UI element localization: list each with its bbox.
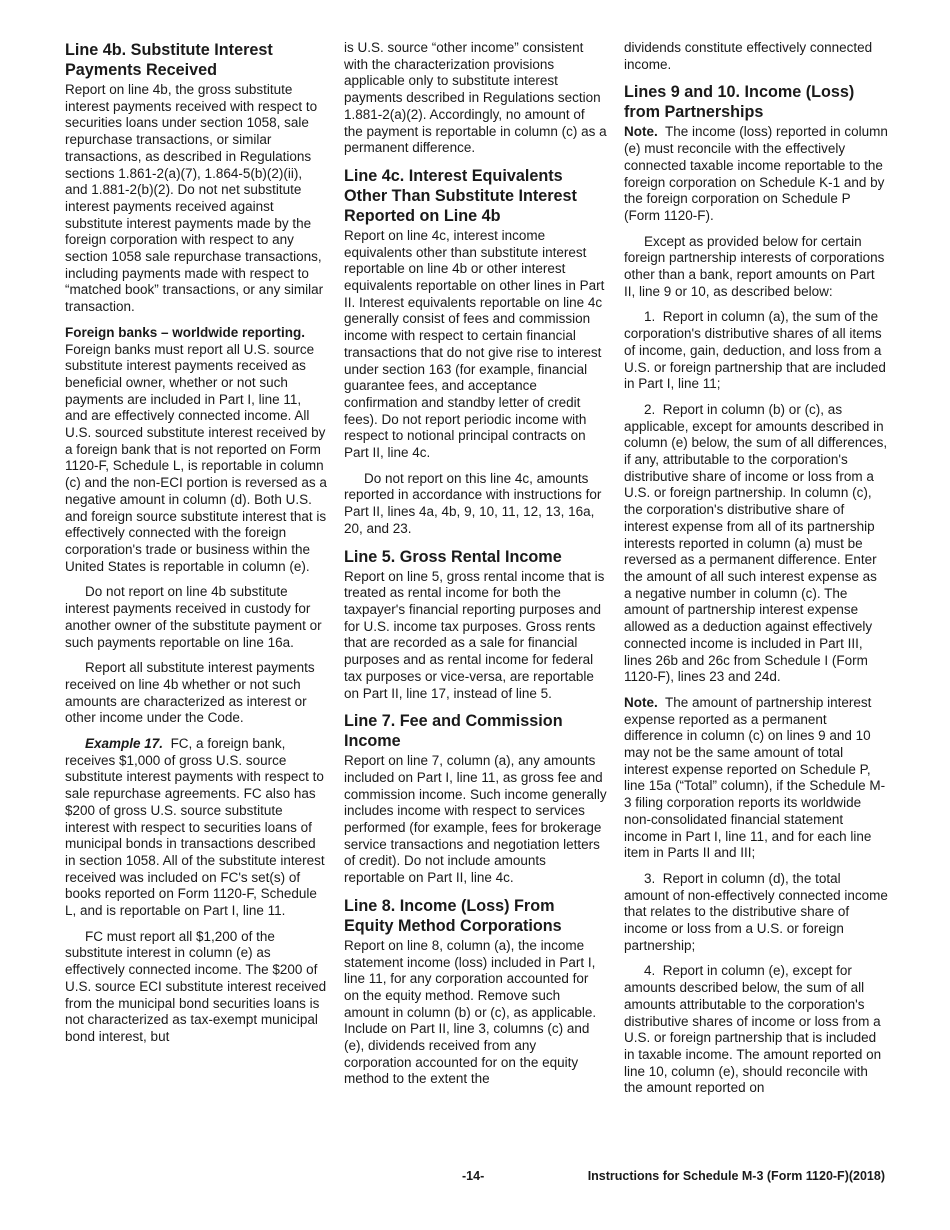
paragraph-text: FC, a foreign bank, receives $1,000 of gross U.S. source substitute interest payments with respect to sale repurchase agreements. FC also has $200 of gross U.S. source substitute interest with respect to securities loans of municipal bonds in transactions described in section 1058. All of the substitute interest received was included on FC's set(s) of books reported on Form 1120-F, Schedule L, and is reportable on Part I, line 11. xyxy=(65,736,325,919)
column-right xyxy=(624,40,888,1106)
paragraph: Report on line 5, gross rental income that is treated as rental income for both the taxpayer's financial reporting purposes and for U.S. income tax purposes. Gross rents that are recorded as a sale for financial purposes and as rental income for federal tax purposes or vice-versa, are reportable on Part II, line 17, instead of line 5. xyxy=(344,568,605,701)
paragraph xyxy=(624,124,888,224)
list-item: 4. Report in column (e), except for amounts described below, the sum of all amounts attributable to the corporation's distributive shares of income or loss from a U.S. or foreign partnership that is included in taxable income. The amount reported on line 10, column (e), should reconcile with the amount reported on xyxy=(624,963,882,1096)
column-left xyxy=(65,40,327,1055)
column-middle xyxy=(344,40,607,1097)
paragraph: Report on line 7, column (a), any amounts included on Part I, line 11, as gross fee and commission income. Such income generally includes income with respect to services performed (for example, fees for brokerage service transactions and negotiation letters of credit). Do not include amounts reportable on Part II, line 4c. xyxy=(344,753,607,886)
heading-line-5: Line 5. Gross Rental Income xyxy=(344,547,562,566)
paragraph: Report all substitute interest payments received on line 4b whether or not such amounts are characterized as interest or other income under the Code. xyxy=(65,660,315,726)
paragraph xyxy=(624,695,888,862)
paragraph xyxy=(65,736,327,920)
paragraph: Report on line 4c, interest income equivalents other than substitute interest reportable on line 4b or other interest equivalents reportable on other lines in Part II. Interest equivalents reportable on line 4c generally consist of fees and commission income with respect to certain financial transactions that do not give rise to interest under section 163 (for example, financial guarantee fees, and acceptance confirmation and standby letter of credit fees). Do not report periodic income with respect to notional principal contracts on Part II, line 4c. xyxy=(344,227,605,461)
note-label: Note. xyxy=(624,124,658,140)
paragraph: Report on line 8, column (a), the income statement income (loss) included in Part I, line 11, for any corporation accounted for on the equity method. Remove such amount in column (b) or (c), as applicable. Include on Part II, line 3, columns (c) and (e), dividends received from any corporation accounted for on the equity method to the extent the xyxy=(344,937,597,1087)
example-label: Example 17. xyxy=(85,736,164,752)
page-number: -14- xyxy=(462,1169,485,1183)
paragraph: Report on line 4b, the gross substitute interest payments received with respect to securities loans under section 1058, sale repurchase transactions, or similar transactions, as described in Regulations sections 1.861-2(a)(7), 1.864-5(b)(2)(ii), and 1.881-2(b)(2). Do not net substitute interest payments received against substitute interest payments made by the foreign corporation with respect to any section 1058 sale repurchase transactions, including payments made with respect to “matched book” transactions, or any similar transaction. xyxy=(65,82,324,315)
paragraph: Do not report on line 4b substitute interest payments received in custody for another owner of the substitute payment or such payments reportable on line 16a. xyxy=(65,584,322,650)
paragraph: FC must report all $1,200 of the substitute interest in column (e) as effectively connected income. The $200 of U.S. source ECI substitute interest received from the municipal bond securities loans is not characterized as tax-exempt municipal bond interest, but xyxy=(65,928,327,1044)
paragraph: is U.S. source “other income” consistent with the characterization provisions applicable only to substitute interest payments described in Regulations section 1.881-2(a)(2). Accordingly, no amount of the payment is reportable in column (c) as a permanent difference. xyxy=(344,40,607,156)
paragraph-text: The amount of partnership interest expense reported as a permanent difference in column (c) on lines 9 and 10 may not be the same amount of total interest expense reported on Schedule P, line 15a (“Total” column), if the Schedule M-3 filing corporation reports its worldwide non-consolidated financial statement income in Part I, line 11, and for each line item in Parts II and III; xyxy=(624,694,886,861)
heading-line-4b: Line 4b. Substitute Interest Payments Received xyxy=(65,41,273,79)
paragraph-text: Foreign banks must report all U.S. source substitute interest payments received as beneficial owner, whether or not such payments are included in Part I, line 11, and are effectively connected income. All U.S. sourced substitute interest received by a foreign bank that is not reported on Form 1120-F, Schedule L, is reportable in column (c) and the non-ECI portion is reversed as a negative amount in column (d). Both U.S. and foreign source substitute interest that is effectively connected with the foreign corporation's trade or business within the United States is reportable in column (e). xyxy=(65,341,327,574)
list-item: 2. Report in column (b) or (c), as applicable, except for amounts described in column (e) below, the sum of all differences, if any, attributable to the corporation's distributive share of income or loss from a U.S. or foreign partnership. In column (c), the corporation's distributive share of interest expense from all of its partnership interests reported in column (a) must be reversed as a permanent difference. Enter the amount of all such interest expense as a negative number in column (c). The amount of partnership interest expense allowed as a deduction against effectively connected income is included in Part III, lines 26b and 26c from Schedule I (Form 1120-F), lines 23 and 24d. xyxy=(624,401,888,685)
heading-line-4c: Line 4c. Interest Equivalents Other Than Substitute Interest Reported on Line 4b xyxy=(344,166,577,225)
footer-title: Instructions for Schedule M-3 (Form 1120-F)(2018) xyxy=(587,1169,885,1183)
run-in-heading: Foreign banks – worldwide reporting. xyxy=(65,324,306,340)
paragraph: Except as provided below for certain foreign partnership interests of corporations other than a bank, report amounts on Part II, line 9 or 10, as described below: xyxy=(624,233,885,299)
note-label: Note. xyxy=(624,694,658,710)
paragraph: Do not report on this line 4c, amounts reported in accordance with instructions for Part II, lines 4a, 4b, 9, 10, 11, 12, 13, 16a, 20, and 23. xyxy=(344,470,602,536)
paragraph xyxy=(65,325,327,576)
heading-lines-9-10: Lines 9 and 10. Income (Loss) from Partnerships xyxy=(624,83,855,122)
list-item: 3. Report in column (d), the total amount of non-effectively connected income that relates to the distributive share of income or loss from a U.S. or foreign partnership; xyxy=(624,870,888,953)
list-item: 1. Report in column (a), the sum of the corporation's distributive shares of all items of income, gain, deduction, and loss from a U.S. or foreign partnership that are included in Part I, line 11; xyxy=(624,309,886,392)
page-footer xyxy=(0,1169,950,1189)
paragraph: dividends constitute effectively connected income. xyxy=(624,40,873,72)
paragraph-text: The income (loss) reported in column (e) must reconcile with the effectively connected taxable income reportable to the foreign corporation on Schedule K-1 and by the foreign corporation on Schedule P (Form 1120-F). xyxy=(624,124,888,223)
heading-line-7: Line 7. Fee and Commission Income xyxy=(344,712,563,751)
heading-line-8: Line 8. Income (Loss) From Equity Method Corporations xyxy=(344,896,562,935)
